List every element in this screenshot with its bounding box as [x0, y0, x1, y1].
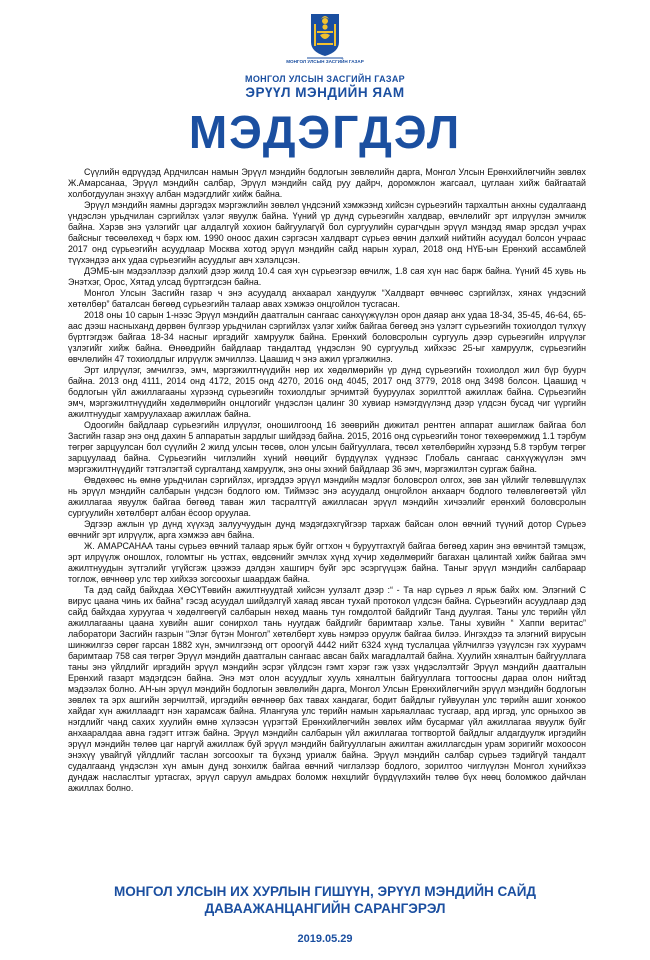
- paragraph: Ж. АМАРСАНАА таны сүрьеэ өвчний талаар ярьж буйг огтхон ч буруутгахгүй байгаа бөгөөд харин энэ өвчинтэй тэмцэж, эрт илрүүлж оношлох, голомтыг нь устгах, өвдсөнийг эмчлэх хүнд хүчир хөдөлмөрийг багахан цалинтай хийж байгаа эмч ажилтнуудын зүтгэлийг үгүйсгэж цээжээ дэлдэн хашгирч буйг эрс эсэргүүцэж байна. Таныг эрүүл мэндийн салбараар тоглож, өвчнөөр улс төр хийхээ зогсоохыг шаардаж байна.: [68, 541, 586, 584]
- paragraph: Эдгээр ажлын үр дүнд хүүхэд залуучуудын дунд мэдэгдэхгүйгээр тархаж байсан олон өвчний түүний дотор Сүрьеэ өвчнийг эрт илрүүлж, арга хэмжээ авч байна.: [68, 519, 586, 540]
- paragraph: Эрт илрүүлэг, эмчилгээ, эмч, мэргэжилтнүүдийн нөр их хөдөлмөрийн үр дүнд сүрьеэгийн тохиолдол жил бүр буурч байна. 2013 онд 4111, 2014 онд 4172, 2015 онд 4270, 2016 онд 4045, 2017 онд 3779, 2018 онд 3498 болсон. Цаашид ч бодлогын үйл ажиллагааны хүрээнд сүрьеэгийн тохиолдлыг эрчимтэй бууруулах зорилттой ажиллаж байна. Сүрьеэгийн эмч, мэргэжилтнүүдийн хөдөлмөрийн онцлогийг үндэслэн цалинг 30 хувиар нэмэгдүүлэнд дээр үлдсэн бусад чиг үүргийн ажилтнуудыг хамруулахаар ажиллаж байна.: [68, 365, 586, 419]
- paragraph: Одоогийн байдлаар сүрьеэгийн илрүүлэг, оношилгоонд 16 зөөврийн дижитал рентген аппарат ашиглаж байгаа бол Засгийн газар энэ онд дахин 5 аппаратын зардлыг шийдээд байна. 2015, 2016 онд сүрьеэгийн тоног төхөөрөмжид 1.1 тэрбум төгрөг зарцуулсан бол сүүлийн 2 жилд улсын төсөв, олон улсын байгууллага, төсөл хөтөлбөрийн хүрээнд 5.8 тэрбум төгрөг зарцуулаад байна. Сүрьеэгийн чиглэлийн хүний нөөцийг бүрдүүлэх үүднээс Глобаль сангаас санхүүжүүлэн эмч мэргэжилтнүүдийг тэтгэлэгтэй сургалтанд хамруулж, энэ оны эхний байдлаар 36 эмч, мэргэжилтэн сургаж байна.: [68, 420, 586, 474]
- paragraph: ДЭМБ-ын мэдээллээр дэлхий дээр жилд 10.4 сая хүн сүрьеэгээр өвчилж, 1.8 сая хүн нас барж байна. Үүний 45 хувь нь Энэтхэг, Орос, Хятад улсад бүртгэгдсэн байна.: [68, 266, 586, 287]
- document-date: 2019.05.29: [297, 933, 353, 945]
- paragraph: Та дэд сайд байхдаа ХӨСҮТөвийн ажилтнуудтай хийсэн уулзалт дээр :“ - Та нар сүрьеэ л ярьж байх юм. Элэгний С вирус цаана чинь их байна” гэсэд асуудал шийдэлгүй хаяад явсан тухай протокол үлдсэн байна. Сүрьеэгийн асуудлаар дэд сайд байхдаа хуруугаа ч хөдөлгөөгүй салбарын нөхөд маань тун гомдолтой байдгийг Танд дуулгая. Таны улс төрийн үйл ажиллагааны цаана хувийн ашиг сонирхол тань нуугдаж байдгийг баримтаар хэлье. Таны хувийн “ Хаппи веритас” лаборатори Засгийн газрын “Элэг бүтэн Монгол” хөтөлбөрт хувь нэмрээ оруулж байгаа билээ. Ингэхдээ та элэгний вирусын шинжилгээ сөрөг гарсан 1882 хүн, эмчилгээнд огт ороогүй 4442 нийт 6324 хүнд туслалцаа үйлчилгээ үзүүлсэн гэх хуурамч баримтаар 758 сая төгрөг Эрүүл мэндийн даатгалын сангаас авсан байх магадлалтай байна. Хуулийн хяналтын байгууллага таны энэ үйлдлийг иргэдийн эрүүл мэндийн эсрэг үйлдсэн гэмт хэрэг гэж үзэх үндэслэлтэйг Эрүүл мэндийн даатгалын Ерөнхий газарт мэдэгдсэн байна. Энэ мэт олон асуудлыг хууль хяналтын байгууллага тогтоосны дараа олон нийтэд мэдээлэх болно. АН-ын эрүүл мэндийн бодлогын зөвлөлийн дарга, Монгол Улсын Ерөнхийлөгчийн эрүүл мэндийн бодлогын зөвлөх та эрх ашгийн зөрчилтэй, иргэдийн өвчнөөр бах тавах хандагаг, бодит байдлыг гуйвуулан улс төрийн ашиг хонжоо хайдаг хүн ажиллаадгт нэн харамсаж байна. Ялангуяа улс төрийн намын харьяаллаас тусгаар, ард иргэд, улс орныхоо эв нэгдлийг чанд сахих хуулийн өмнө хүлээсэн үүрэгтэй Ерөнхийлөгчийн зөвлөх ийм бусармаг үйл ажиллагаа явуулж буйг анхааралдаа авна гэдэгт итгэж байна. Эрүүл мэндийн салбарын үйл ажиллагаа тогтвортой байдлыг алдагдуулж иргэдийн эрүүл мэндийн төлөө цаг наргүй ажиллаж буй эрүүл мэндийн байгууллагын ажилтан ажиллагсдын урам зоригийг мохоосон энэхүү увайгүй үйлдлийг таслан зогсоохыг та бүхэнд уриалж байна. Эрүүл мэндийн салбар сүрьеэ тэдийгүй тандалт судалгаанд үндэслэн хүн амын дунд зонхилж байгаа өвчний чиглэлээр бодлого, зорилтоо чиглүүлэн Монгол хүнийхээ дундаж насласлтыг уртасгах, эрүүл саруул амьдрах боломж нөхцлийг бүрдүүлэхийн төлөө бүх нөөц боломжоо дайчлан ажиллах болно.: [68, 585, 586, 793]
- signatory-name: ДАВААЖАНЦАНГИЙН САРАНГЭРЭЛ: [204, 901, 446, 916]
- paragraph: Өвдөхөөс нь өмнө урьдчилан сэргийлэх, иргэддээ эрүүл мэндийн мэдлэг боловсрол олгох, зөв зан үйлийг төлөвшүүлэх нь эрүүл мэндийн салбарын үндсэн бодлого юм. Тиймээс энэ асуудалд онцгойлон анхаарч бодлого төлөвлөгөөтэй үйл ажиллагаа явуулж байгаа бөгөөд таван жил тасралтгүй ажилласан эрүүл мэндийн хичээлийг ерөнхий боловсролын сургуулийн хөтөлбөрт албан ёсоор оруулаа.: [68, 475, 586, 518]
- emblem-caption: МОНГОЛ УЛСЫН ЗАСГИЙН ГАЗАР: [286, 59, 364, 64]
- state-emblem-icon: [286, 12, 364, 70]
- paragraph: Монгол Улсын Засгийн газар ч энэ асуудалд анхаарал хандуулж “Халдварт өвчнөөс сэргийлэх, хянах үндэсний хөтөлбөр” баталсан бөгөөд сүрьеэгийн талаар авах хэмжээ онцгойлон тусгасан.: [68, 288, 586, 309]
- paragraph: Сүүлийн өдрүүдэд Ардчилсан намын Эрүүл мэндийн бодлогын зөвлөлийн дарга, Монгол Улсын Ерөнхийлөгчийн зөвлөх Ж.Амарсанаа, Эрүүл мэндийн салбар, Эрүүл мэндийн сайд руу дайрч, доромжлон жагсаал, цуглаан хийж байгаатай холбогдуулан энэхүү албан мэдэгдлийг хийж байна.: [68, 167, 586, 199]
- government-name: МОНГОЛ УЛСЫН ЗАСГИЙН ГАЗАР: [245, 74, 405, 84]
- ministry-name: ЭРҮҮЛ МЭНДИЙН ЯАМ: [245, 85, 405, 100]
- statement-body: [68, 167, 586, 794]
- signatory-title: МОНГОЛ УЛСЫН ИХ ХУРЛЫН ГИШҮҮН, ЭРҮҮЛ МЭНДИЙН САЙД: [113, 884, 537, 899]
- document-title: МЭДЭГДЭЛ: [188, 106, 462, 158]
- paragraph: Эрүүл мэндийн яамны дэргэдэх мэргэжлийн зөвлөл үндсэний хэмжээнд хийсэн сүрьеэгийн тархалтын анхны судалгаанд үндэслэн урьдчилан сэргийлэх үзлэг явуулж байна. Үүний үр дүнд сүрьеэгийн халдвар, өвчлөлийг эрт илрүүлэн эмчилж байна. Хэрэв энэ үзлэгийг цаг алдалгүй хохион байгуулагүй бол сургуулийн сурагчдын эрүүл мэндэд ямар эрсдэл учрах байсныг төсөөлөхөд ч бэрх юм. 1990 оноос дахин сэргэсэн халдварт сүрьеэ өвчин дэлхий нийтийн асуудал болсон учраас 2017 онд сүрьеэгийн асуудлаар Москва хотод эрүүл мэндийн сайд нарын хурал, 2018 онд НҮБ-ын Ерөнхий ассамблей түүхэндээ анх удаа сүрьеэгийн асуудлыг авч хэлэлцсэн.: [68, 200, 586, 265]
- paragraph: 2018 оны 10 сарын 1-нээс Эрүүл мэндийн даатгалын сангаас санхүүжүүлэн орон даяар анх удаа 18-34, 35-45, 46-64, 65-аас дээш насныханд дөрвөн бүлгээр урьдчилан сэргийлэх үзлэг хийж байгаа бөгөөд энэ үзлэгт сүрьеэгийн тохиолдол түлхүү бүртгэгдэж байгаа 18-34 насныг иргэдийг хамруулж байна. Ерөнхий боловсролын сургууль дээр сүрьеэгийн илрүүлэг үзлэгийг хийж байна. Өнөөдрийн байдлаар тандалтад үндэслэн 90 сургуульд хийхээс 25-ыг хамруулж, сүрьеэгийн өвчлөлийн 47 тохиолдлыг илрүүлж эмчиллээ. Цаашид ч энэ ажил үргэлжилнэ.: [68, 310, 586, 364]
